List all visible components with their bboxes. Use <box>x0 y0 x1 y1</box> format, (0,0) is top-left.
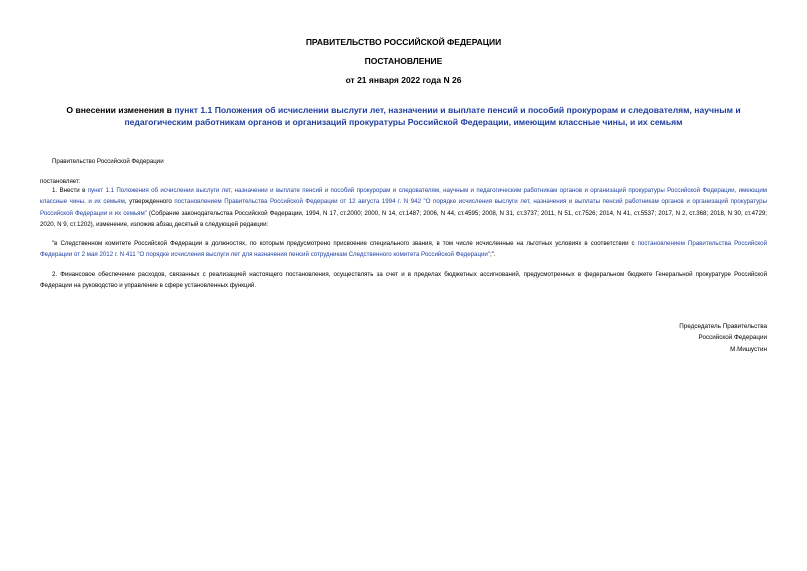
quoted-link-resolution[interactable]: постановлением Правительства Российской Федерации от 2 мая 2012 г. N 411 "О порядке исчисления выслуги лет для назначения пенсий сотрудникам Следственного комитета Российской Федерации" <box>40 240 768 259</box>
paragraph-2: 2. Финансовое обеспечение расходов, связанных с реализацией настоящего постановления, осуществлять за счет и в пределах бюджетных ассигнований, предусмотренных в федеральном бюджете Генеральной прокуратуре Российской Федерации на руководство и управление в сфере установленных функций. <box>40 271 767 290</box>
signature-title: Председатель Правительства <box>679 323 767 330</box>
signature-name: М.Мишустин <box>730 345 767 353</box>
signature-country: Российской Федерации <box>698 334 767 342</box>
paragraph-1-text-a: 1. Внести в <box>52 187 88 194</box>
paragraph-1 <box>40 185 767 231</box>
paragraph-1-link-resolution[interactable]: постановлением Правительства Российской Федерации от 12 августа 1994 г. N 942 "О порядке исчисления выслуги лет, назначения и выплаты пенсий работникам органов и организаций прокуратуры Российской Федерации и их семьям" <box>40 198 767 217</box>
quoted-text-b: ;". <box>490 251 496 259</box>
decrees-text: постановляет: <box>40 178 81 185</box>
issuer-heading: ПРАВИТЕЛЬСТВО РОССИЙСКОЙ ФЕДЕРАЦИИ <box>305 37 502 47</box>
title-prefix: О внесении изменения в <box>66 105 175 115</box>
document-type-heading: ПОСТАНОВЛЕНИЕ <box>364 56 443 66</box>
government-text: Правительство Российской Федерации <box>52 158 164 165</box>
title-link[interactable]: пункт 1.1 Положения об исчислении выслуги лет, назначении и выплате пенсий и пособий прокурорам и следователям, научным и педагогическим работникам органов и организаций прокуратуры Российской Федерации, имеющим классные чины, и их семьям <box>124 105 741 127</box>
quoted-paragraph <box>40 238 767 261</box>
document-title <box>40 104 767 128</box>
signature-block <box>679 321 767 355</box>
paragraph-1-link-point[interactable]: пункт 1.1 Положения об исчислении выслуги лет, назначении и выплате пенсий и пособий прокурорам и следователям, научным и педагогическим работникам органов и организаций прокуратуры Российской Федерации, имеющим классные чины, и их семьям <box>40 187 768 206</box>
quoted-text-a: "в Следственном комитете Российской Федерации в должностях, по которым предусмотрено присвоение специального звания, в том числе исчисленные на льготных условиях в соответствии с <box>52 240 638 247</box>
document-date-number: от 21 января 2022 года N 26 <box>345 75 462 85</box>
paragraph-1-text-b: , утвержденного <box>124 198 175 206</box>
paragraph-1-text-c: (Собрание законодательства Российской Федерации, 1994, N 17, ст.2000; 2000, N 14, ст.1487; 2006, N 44, ст.4595; 2008, N 31, ст.3737; 2011, N 51, ст.7526; 2014, N 41, ст.5537; 2017, N 2, ст.368; 2018, N 30, ст.4729; 2020, N 9, ст.1202), изменение, изложив абзац десятый в следующей редакции: <box>40 209 767 229</box>
